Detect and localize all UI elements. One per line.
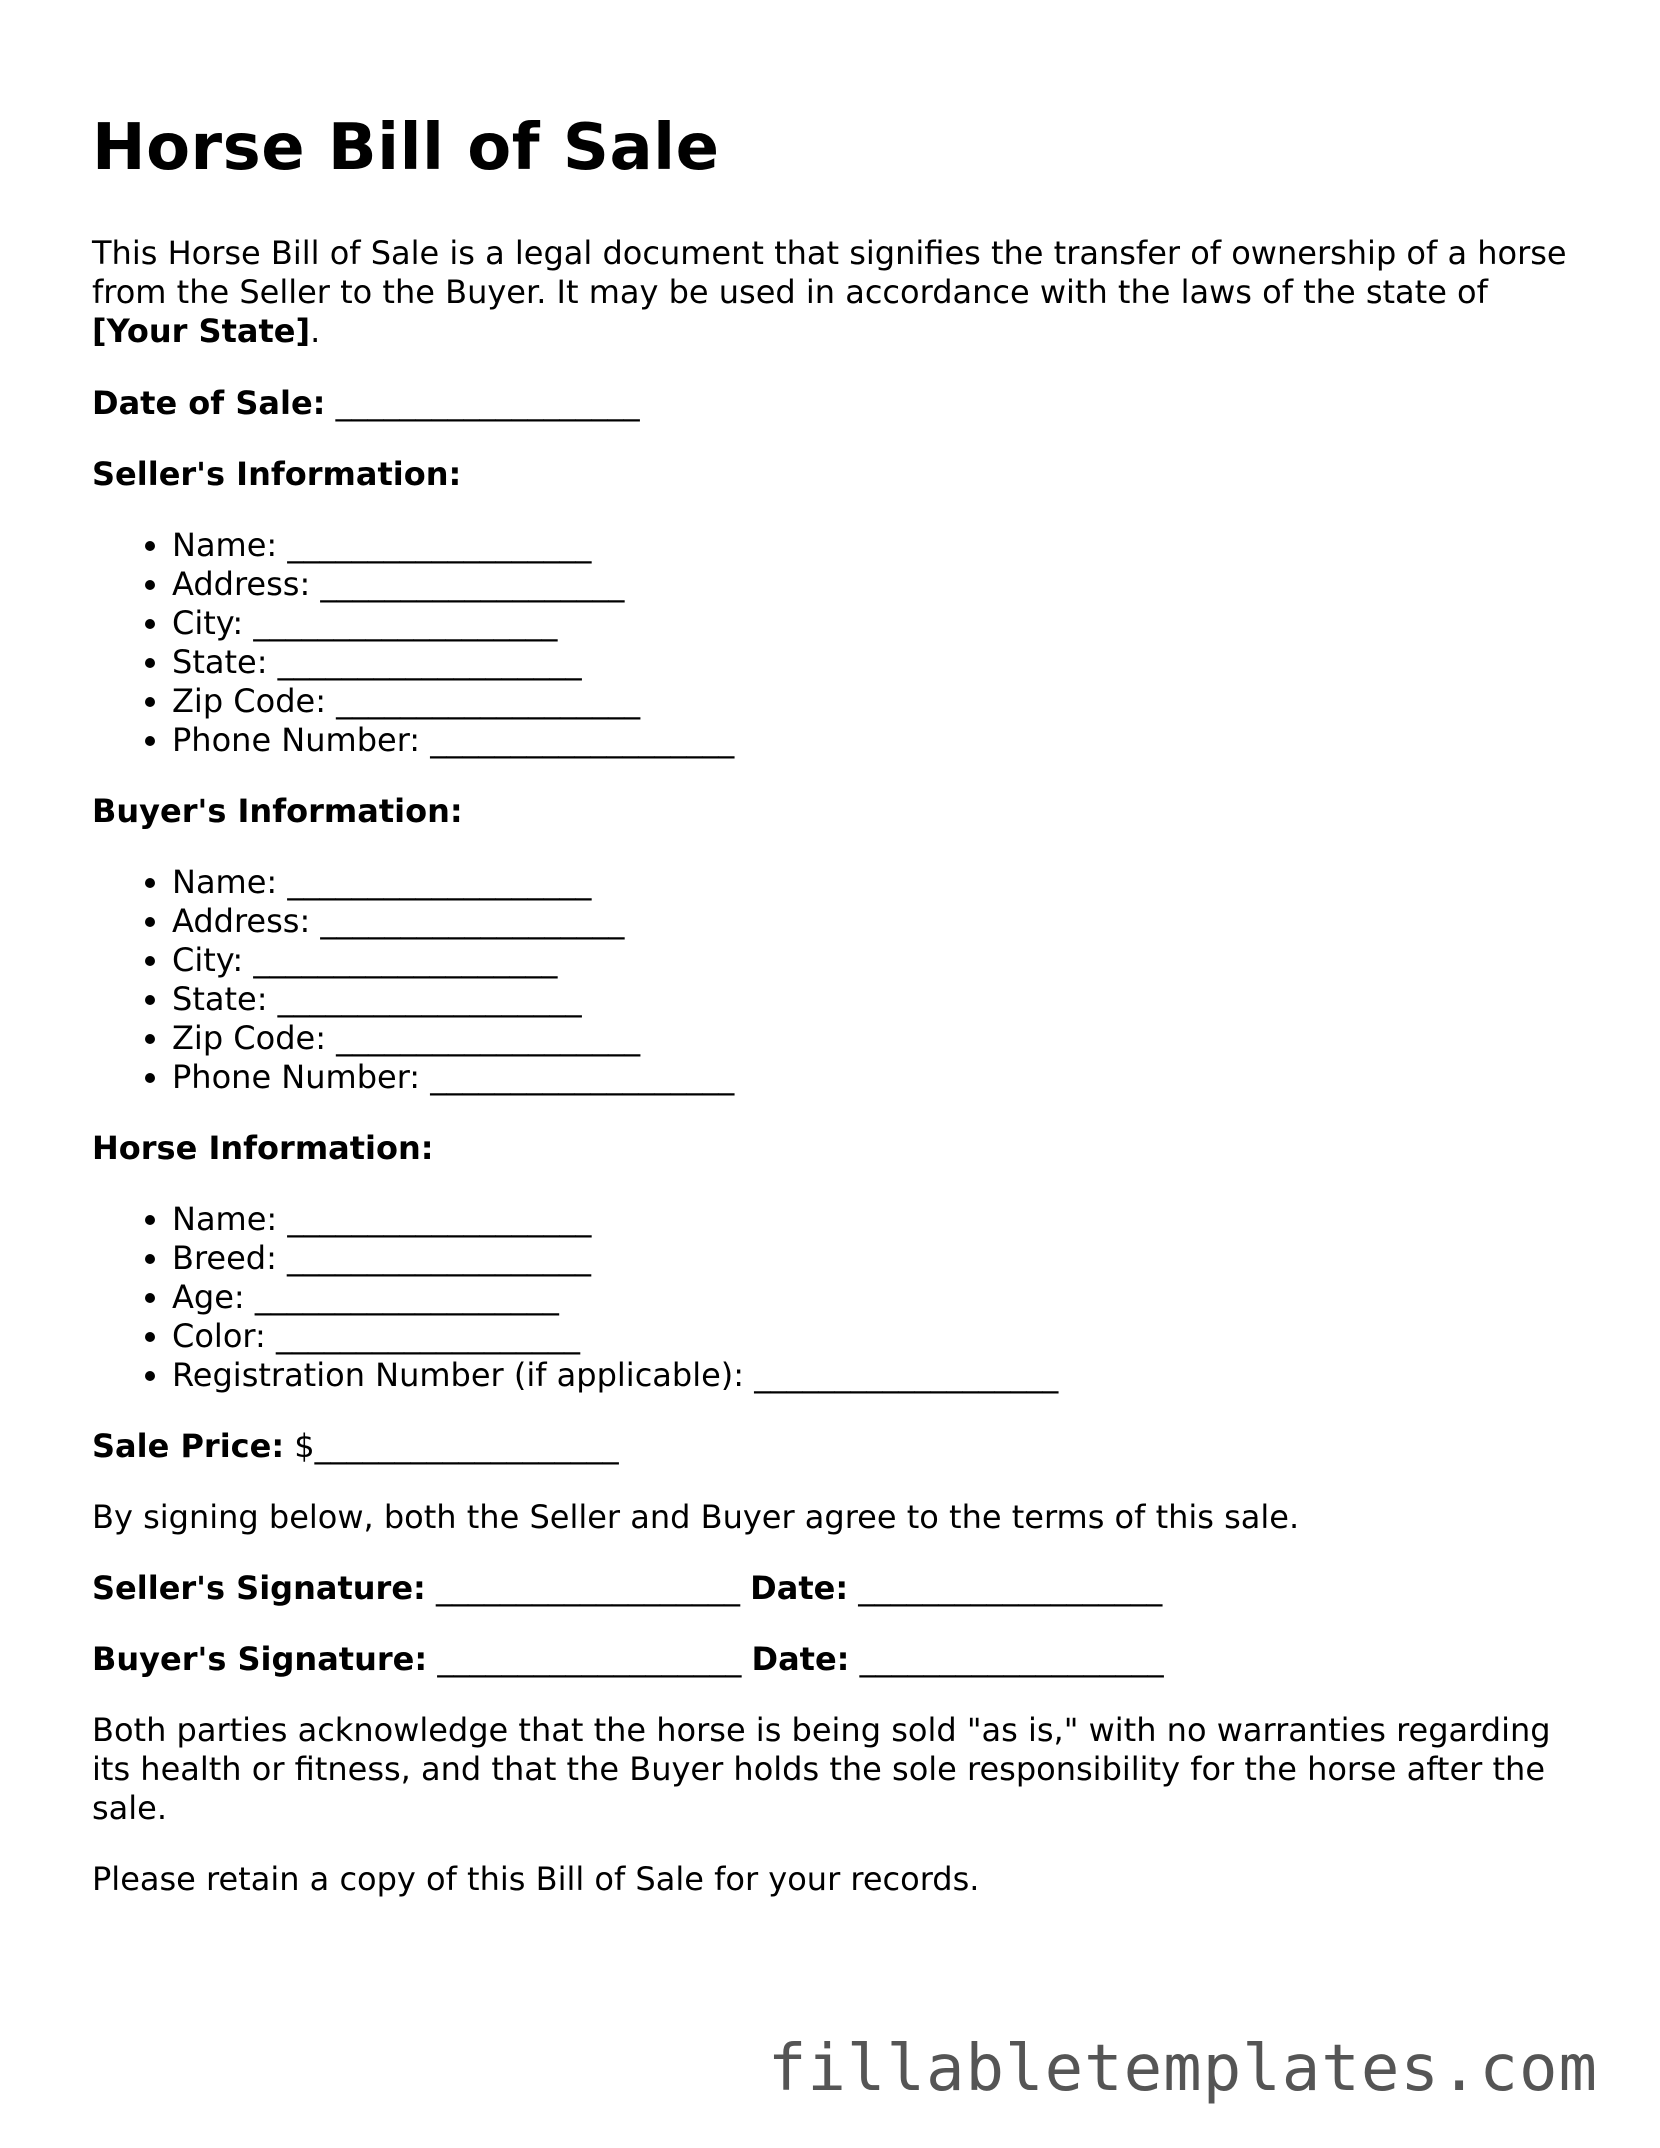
date-of-sale-field[interactable]: ___________________	[335, 383, 640, 422]
horse-registration-field[interactable]: • Registration Number (if applicable): ___________________	[172, 1356, 1572, 1395]
buyer-signature-field[interactable]: ___________________	[437, 1639, 742, 1678]
buyer-phone-field[interactable]: • Phone Number: ___________________	[172, 1058, 1572, 1097]
document-title: Horse Bill of Sale	[92, 111, 720, 185]
seller-city-field[interactable]: • City: ___________________	[172, 604, 1572, 643]
buyer-signature-line	[92, 1640, 1572, 1679]
horse-section-heading: Horse Information:	[92, 1128, 434, 1167]
buyer-section-heading: Buyer's Information:	[92, 791, 463, 830]
retain-copy-paragraph: Please retain a copy of this Bill of Sale for your records.	[92, 1859, 980, 1898]
seller-state-field[interactable]: • State: ___________________	[172, 643, 1572, 682]
seller-address-field[interactable]: • Address: ___________________	[172, 565, 1572, 604]
buyer-address-field[interactable]: • Address: ___________________	[172, 902, 1572, 941]
date-of-sale-line	[92, 384, 1572, 423]
seller-date-field[interactable]: ___________________	[858, 1568, 1163, 1607]
horse-breed-field[interactable]: • Breed: ___________________	[172, 1239, 1572, 1278]
horse-age-field[interactable]: • Age: ___________________	[172, 1278, 1572, 1317]
agreement-paragraph: By signing below, both the Seller and Buyer agree to the terms of this sale.	[92, 1497, 1300, 1536]
sale-price-label: Sale Price:	[92, 1426, 285, 1465]
horse-color-field[interactable]: • Color: ___________________	[172, 1317, 1572, 1356]
buyer-zip-field[interactable]: • Zip Code: ___________________	[172, 1019, 1572, 1058]
seller-signature-line	[92, 1569, 1572, 1608]
acknowledgment-paragraph: Both parties acknowledge that the horse is being sold "as is," with no warranties regarding its health or fitness, and that the Buyer holds the sole responsibility for the horse after the sale.	[92, 1710, 1551, 1827]
seller-name-field[interactable]: • Name: ___________________	[172, 526, 1572, 565]
buyer-name-field[interactable]: • Name: ___________________	[172, 863, 1572, 902]
intro-text: This Horse Bill of Sale is a legal document that signifies the transfer of ownership of a horse from the Seller to the Buyer. It may be used in accordance with the laws of the state of	[92, 233, 1567, 311]
buyer-state-field[interactable]: • State: ___________________	[172, 980, 1572, 1019]
seller-info-list	[92, 526, 1572, 760]
buyer-date-label: Date:	[751, 1639, 850, 1678]
horse-name-field[interactable]: • Name: ___________________	[172, 1200, 1572, 1239]
seller-signature-field[interactable]: ___________________	[435, 1568, 740, 1607]
buyer-info-list	[92, 863, 1572, 1097]
seller-signature-label: Seller's Signature:	[92, 1568, 426, 1607]
seller-section-heading: Seller's Information:	[92, 454, 462, 493]
horse-info-list	[92, 1200, 1572, 1395]
sale-price-line	[92, 1427, 1572, 1466]
seller-zip-field[interactable]: • Zip Code: ___________________	[172, 682, 1572, 721]
sale-price-field[interactable]: $___________________	[294, 1426, 619, 1465]
seller-date-label: Date:	[750, 1568, 849, 1607]
date-of-sale-label: Date of Sale:	[92, 383, 326, 422]
buyer-city-field[interactable]: • City: ___________________	[172, 941, 1572, 980]
watermark-text: fillabletemplates.com	[767, 2032, 1598, 2106]
intro-text-end: .	[310, 311, 321, 350]
state-placeholder: [Your State]	[92, 311, 311, 350]
document-page	[92, 112, 1572, 1931]
intro-paragraph	[92, 234, 1572, 351]
buyer-signature-label: Buyer's Signature:	[92, 1639, 428, 1678]
buyer-date-field[interactable]: ___________________	[859, 1639, 1164, 1678]
seller-phone-field[interactable]: • Phone Number: ___________________	[172, 721, 1572, 760]
